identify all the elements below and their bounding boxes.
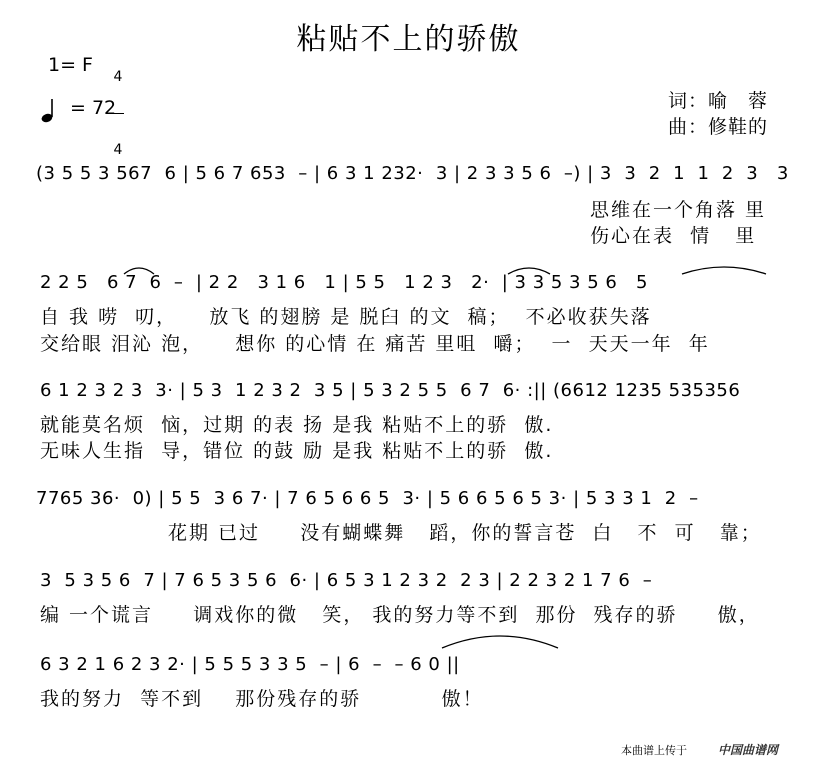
tempo: = 72 <box>70 97 117 119</box>
lyric-row-1-verse-2: 伤心在表 情 里 <box>590 225 757 247</box>
quarter-note-icon <box>40 98 60 124</box>
notation-row-3: 6 1 2 3 2 3 3· | 5 3 1 2 3 2 3 5 | 5 3 2 5 5 6 7 6· :|| (6612 1235 535356 <box>40 380 741 401</box>
footer-text: 本曲谱上传于 <box>621 744 687 757</box>
notation-row-1: (3 5 5 3 567 6 | 5 6 7 653 – | 6 3 1 232· 3 | 2 3 3 5 6 –) | 3 3 2 1 1 2 3 3 <box>36 163 789 184</box>
lyric-row-2-verse-1: 自 我 唠 叨， 放飞 的翅膀 是 脱臼 的文 稿； 不必收获失落 <box>40 306 652 328</box>
notation-row-5: 3 5 3 5 6 7 | 7 6 5 3 5 6 6· | 6 5 3 1 2 3 2 2 3 | 2 2 3 2 1 7 6 – <box>40 570 653 591</box>
lyric-row-6: 我的努力 等不到 那份残存的骄 傲！ <box>40 688 484 710</box>
notation-row-4: 7765 36· 0) | 5 5 3 6 7· | 7 6 5 6 6 5 3· | 5 6 6 5 6 5 3· | 5 3 3 1 2 – <box>36 488 699 509</box>
slur-arc <box>506 264 552 276</box>
slur-arc <box>122 264 156 276</box>
lyric-row-2-verse-2: 交给眼 泪沁 泡， 想你 的心情 在 痛苦 里咀 嚼； 一 天天一年 年 <box>40 333 710 355</box>
lyric-row-3-verse-1: 就能莫名烦 恼，过期 的表 扬 是我 粘贴不上的骄 傲. <box>40 414 554 436</box>
page-title: 粘贴不上的骄傲 <box>296 22 521 57</box>
slur-arc <box>680 264 768 276</box>
slur-arc <box>440 630 560 650</box>
site-brand-logo: 中国曲谱网 <box>718 743 779 757</box>
lyric-row-1-verse-1: 思维在一个角落 里 <box>590 199 767 221</box>
notation-row-6: 6 3 2 1 6 2 3 2· | 5 5 5 3 3 5 – | 6 – – 6 0 || <box>40 654 460 675</box>
time-signature-bottom: 4 <box>113 142 123 158</box>
key-signature: 1= F <box>48 54 93 76</box>
lyricist-credit: 词：喻 蓉 <box>668 90 769 112</box>
lyric-row-5: 编 一个谎言 调戏你的微 笑， 我的努力等不到 那份 残存的骄 傲， <box>40 604 760 626</box>
notation-row-2: 2 2 5 6 7 6 – | 2 2 3 1 6 1 | 5 5 1 2 3 2· | 3 3 5 3 5 6 5 <box>40 272 648 293</box>
time-signature-top: 4 <box>113 69 123 85</box>
lyric-row-3-verse-2: 无味人生指 导，错位 的鼓 励 是我 粘贴不上的骄 傲. <box>40 440 554 462</box>
composer-credit: 曲：修鞋的 <box>668 116 769 138</box>
lyric-row-4: 花期 已过 没有蝴蝶舞 蹈，你的誓言苍 白 不 可 靠； <box>168 522 762 544</box>
